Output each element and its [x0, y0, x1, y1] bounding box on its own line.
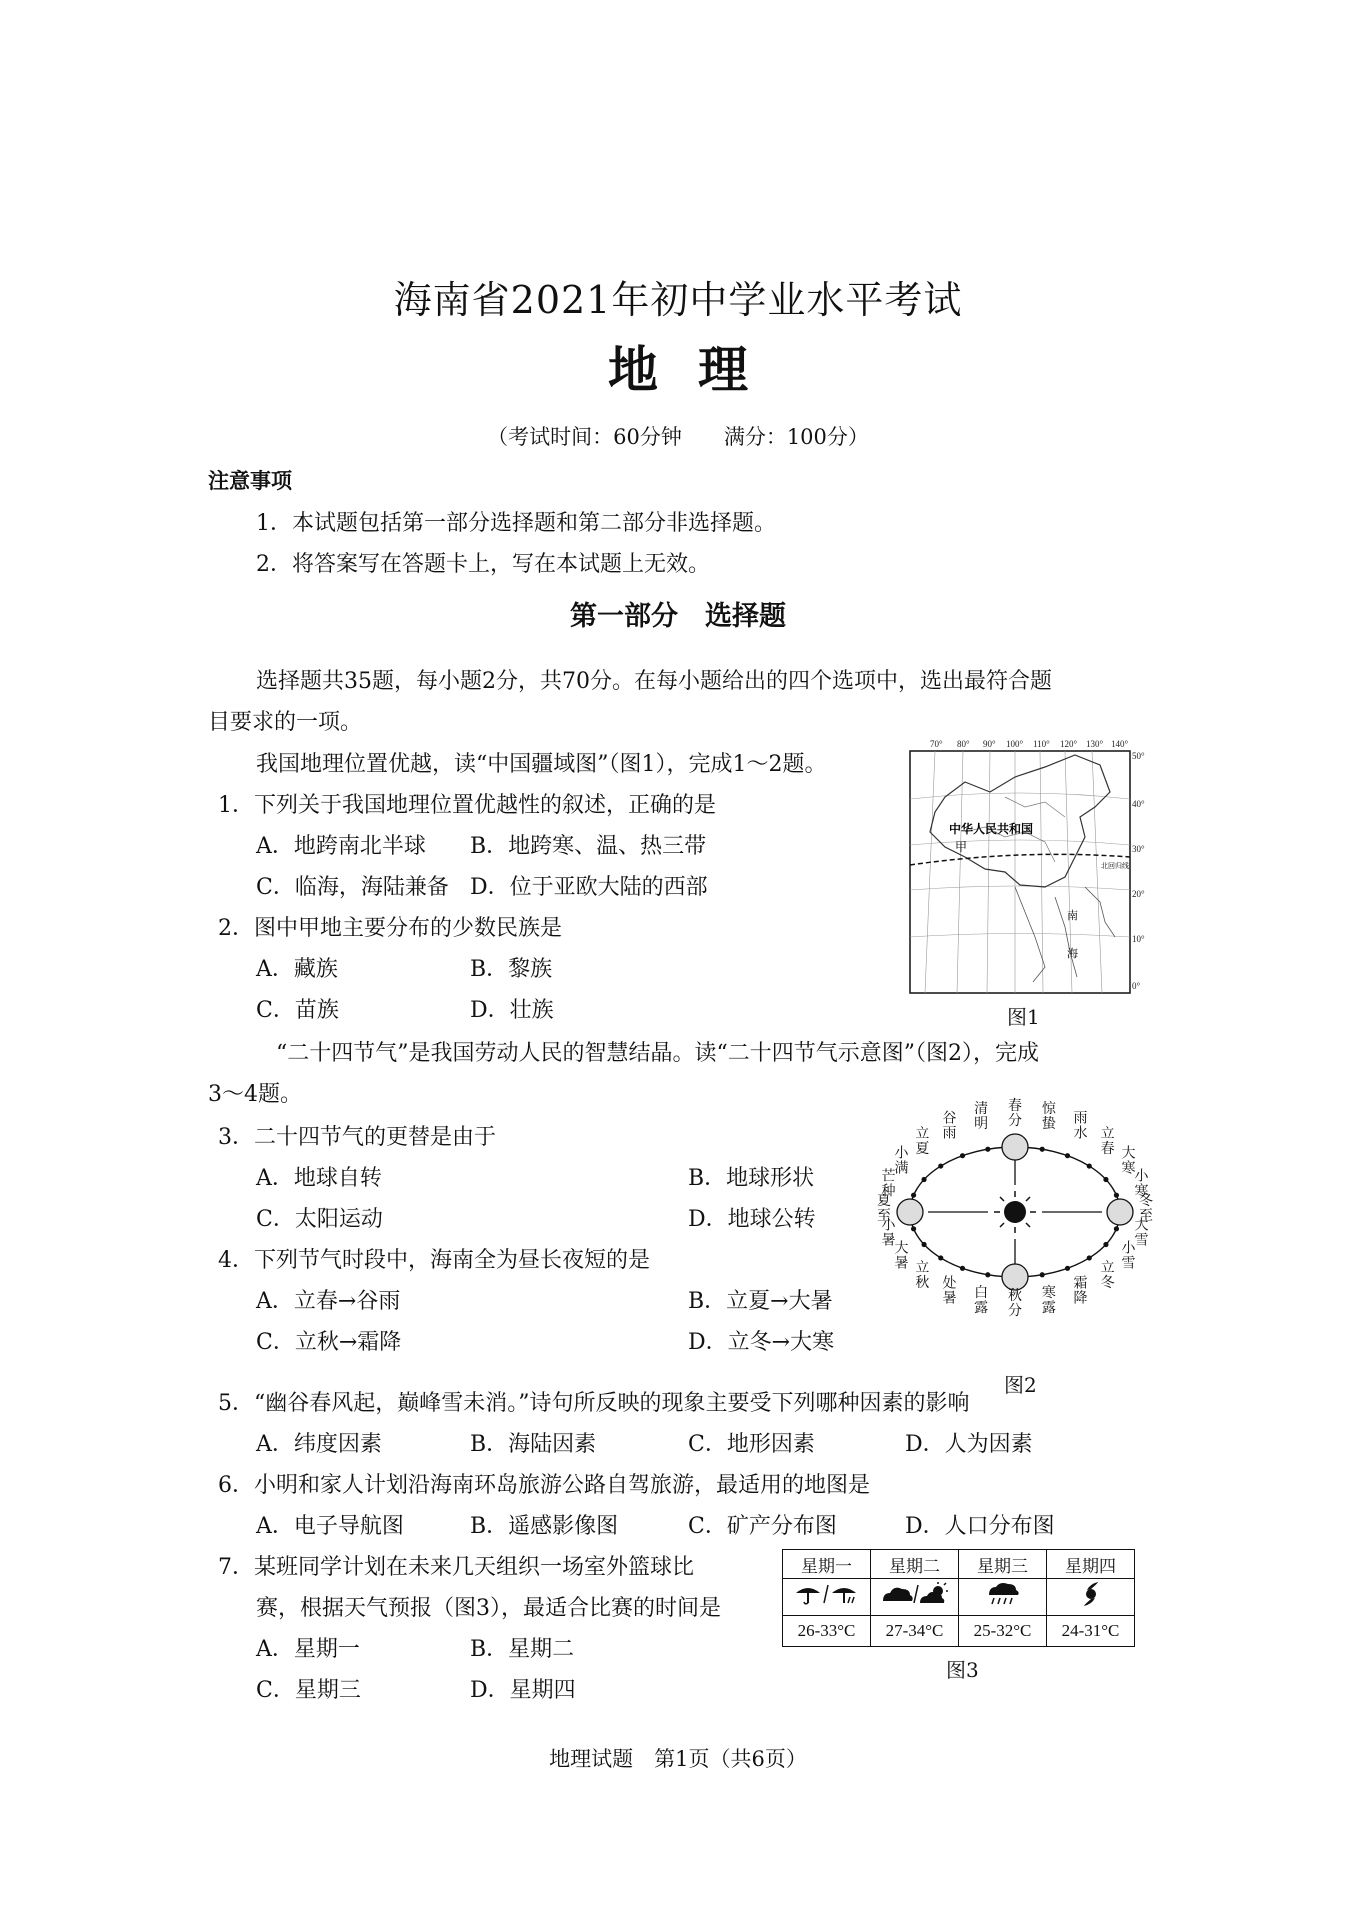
orbit-dot [911, 1226, 916, 1231]
orbit-dot [1040, 1272, 1045, 1277]
lon-label: 90° [983, 739, 996, 749]
orbit-dot [938, 1255, 943, 1260]
option: C．地形因素 [688, 1432, 815, 1457]
option: D．人为因素 [905, 1432, 1033, 1457]
solar-term-label: 小暑 [881, 1217, 896, 1249]
orbit-dot [1114, 1193, 1119, 1198]
orbit-dot [921, 1177, 926, 1182]
map-nan-label: 南 [1067, 909, 1078, 922]
group-intro: 我国地理位置优越，读“中国疆域图”（图1），完成1～2题。 [256, 752, 827, 777]
question-stem-cont: 赛，根据天气预报（图3），最适合比赛的时间是 [256, 1596, 721, 1621]
group-intro: “二十四节气”是我国劳动人民的智慧结晶。读“二十四节气示意图”（图2），完成 [276, 1041, 1039, 1066]
notice-heading: 注意事项 [208, 469, 292, 493]
question-stem: 2．图中甲地主要分布的少数民族是 [218, 916, 562, 941]
solar-term-label: 处暑 [942, 1275, 957, 1307]
orbit-dot [911, 1193, 916, 1198]
option: B．立夏→大暑 [688, 1289, 833, 1314]
orbit-dot [938, 1163, 943, 1168]
map-jia-label: 甲 [955, 840, 968, 854]
option: B．黎族 [470, 957, 553, 982]
section-heading: 第一部分 选择题 [570, 601, 786, 632]
china-territory-map [905, 737, 1150, 997]
exam-meta: （考试时间：60分钟 满分：100分） [487, 425, 869, 449]
temperature-cell: 27-34°C [871, 1616, 959, 1647]
question-stem: 7．某班同学计划在未来几天组织一场室外篮球比 [218, 1555, 694, 1580]
orbit-dot [921, 1242, 926, 1247]
lat-label: 40° [1132, 799, 1145, 809]
solar-term-label: 春分 [1008, 1098, 1022, 1129]
question-stem: 4．下列节气时段中，海南全为昼长夜短的是 [218, 1248, 650, 1273]
lon-label: 100° [1006, 739, 1024, 749]
figure-caption: 图3 [946, 1658, 979, 1682]
day-header: 星期二 [871, 1550, 959, 1579]
solar-term-label: 冬至 [1139, 1193, 1153, 1224]
typhoon-icon [1047, 1579, 1135, 1616]
option: C．星期三 [256, 1678, 361, 1703]
option: D．位于亚欧大陆的西部 [470, 875, 708, 900]
page-footer: 地理试题 第1页（共6页） [549, 1747, 807, 1771]
option: C．临海，海陆兼备 [256, 875, 449, 900]
solar-term-label: 霜降 [1073, 1275, 1088, 1307]
question-stem: 6．小明和家人计划沿海南环岛旅游公路自驾旅游，最适用的地图是 [218, 1473, 870, 1498]
sun-icon [1004, 1201, 1026, 1223]
day-header: 星期一 [783, 1550, 871, 1579]
solar-term-label: 小雪 [1121, 1240, 1136, 1272]
orbit-dot [1087, 1163, 1092, 1168]
solar-term-label: 小满 [894, 1145, 909, 1177]
weather-forecast-table [782, 1549, 1135, 1647]
figure-caption: 图1 [1007, 1005, 1040, 1029]
orbit-dot [1114, 1226, 1119, 1231]
orbit-dot [985, 1272, 990, 1277]
solar-term-label: 立夏 [915, 1125, 930, 1157]
map-country-label: 中华人民共和国 [949, 822, 1034, 836]
option: D．人口分布图 [905, 1514, 1055, 1539]
option: A．地球自转 [256, 1166, 382, 1191]
solar-term-label: 芒种 [881, 1168, 896, 1200]
solar-term-label: 清明 [974, 1101, 989, 1133]
orbit-dot [1040, 1147, 1045, 1152]
option: D．壮族 [470, 998, 554, 1023]
tropic-label: 北回归线 [1101, 862, 1129, 870]
map-hai-label: 海 [1067, 947, 1078, 960]
option: A．立春→谷雨 [256, 1289, 401, 1314]
orbit-dot [985, 1147, 990, 1152]
orbit-dot [1087, 1255, 1092, 1260]
orbit-dot [1103, 1177, 1108, 1182]
solar-term-label: 秋分 [1008, 1288, 1022, 1319]
solar-term-label: 立冬 [1100, 1260, 1115, 1292]
solar-term-label: 夏至 [877, 1193, 891, 1224]
solar-term-label: 大寒 [1121, 1145, 1136, 1177]
solar-terms-diagram [870, 1085, 1160, 1375]
option: B．地跨寒、温、热三带 [470, 834, 707, 859]
solar-term-label: 寒露 [1041, 1284, 1056, 1316]
orbit-dot [1065, 1153, 1070, 1158]
option: C．立秋→霜降 [256, 1330, 402, 1355]
orbit-dot [960, 1266, 965, 1271]
figure-caption: 图2 [1004, 1373, 1037, 1397]
solar-term-label: 小寒 [1134, 1168, 1149, 1200]
exam-title: 海南省2021年初中学业水平考试 [393, 278, 963, 322]
option: D．地球公转 [688, 1207, 816, 1232]
lat-label: 0° [1132, 981, 1141, 991]
part-intro: 目要求的一项。 [208, 710, 363, 735]
question-stem: 5．“幽谷春风起，巅峰雪未消。”诗句所反映的现象主要受下列哪种因素的影响 [218, 1391, 970, 1416]
option: B．遥感影像图 [470, 1514, 619, 1539]
day-header: 星期四 [1047, 1550, 1135, 1579]
lon-label: 140° [1111, 739, 1129, 749]
part-intro: 选择题共35题，每小题2分，共70分。在每小题给出的四个选项中，选出最符合题 [256, 669, 1052, 694]
lat-label: 20° [1132, 889, 1145, 899]
option: C．矿产分布图 [688, 1514, 837, 1539]
option: A．星期一 [256, 1637, 360, 1662]
option: D．立冬→大寒 [688, 1330, 835, 1355]
notice-item: 2．将答案写在答题卡上，写在本试题上无效。 [256, 552, 710, 577]
question-stem: 3．二十四节气的更替是由于 [218, 1125, 496, 1150]
lon-label: 80° [957, 739, 970, 749]
lat-label: 30° [1132, 844, 1145, 854]
temperature-cell: 25-32°C [959, 1616, 1047, 1647]
temperature-cell: 26-33°C [783, 1616, 871, 1647]
day-header: 星期三 [959, 1550, 1047, 1579]
option: B．地球形状 [688, 1166, 815, 1191]
solar-term-label: 惊蛰 [1041, 1101, 1056, 1133]
cloudy-to-partly-sunny-icon [871, 1579, 959, 1616]
solar-term-label: 大雪 [1134, 1217, 1149, 1249]
option: D．星期四 [470, 1678, 576, 1703]
orbit-dot [1103, 1242, 1108, 1247]
lon-label: 70° [930, 739, 943, 749]
option: A．藏族 [256, 957, 338, 982]
option: C．苗族 [256, 998, 339, 1023]
group-intro: 3～4题。 [208, 1082, 302, 1107]
lon-label: 110° [1033, 739, 1050, 749]
lon-label: 130° [1086, 739, 1104, 749]
orbit-dot [1065, 1266, 1070, 1271]
solar-term-label: 立春 [1100, 1125, 1115, 1157]
solar-term-label: 白露 [974, 1284, 989, 1316]
solar-term-label: 谷雨 [942, 1110, 957, 1142]
solar-term-label: 大暑 [894, 1240, 909, 1272]
option: A．地跨南北半球 [256, 834, 426, 859]
lon-label: 120° [1060, 739, 1078, 749]
option: A．纬度因素 [256, 1432, 382, 1457]
lat-label: 50° [1132, 751, 1145, 761]
option: A．电子导航图 [256, 1514, 404, 1539]
temperature-cell: 24-31°C [1047, 1616, 1135, 1647]
option: C．太阳运动 [256, 1207, 383, 1232]
orbit-dot [960, 1153, 965, 1158]
solar-term-label: 立秋 [915, 1260, 930, 1292]
option: B．海陆因素 [470, 1432, 597, 1457]
solar-term-label: 雨水 [1073, 1110, 1088, 1142]
question-stem: 1．下列关于我国地理位置优越性的叙述，正确的是 [218, 793, 716, 818]
subject-title: 地理 [608, 341, 788, 399]
notice-item: 1．本试题包括第一部分选择题和第二部分非选择题。 [256, 511, 776, 536]
option: B．星期二 [470, 1637, 575, 1662]
rain-to-shower-icon [783, 1579, 871, 1616]
heavy-rain-icon [959, 1579, 1047, 1616]
lat-label: 10° [1132, 934, 1145, 944]
